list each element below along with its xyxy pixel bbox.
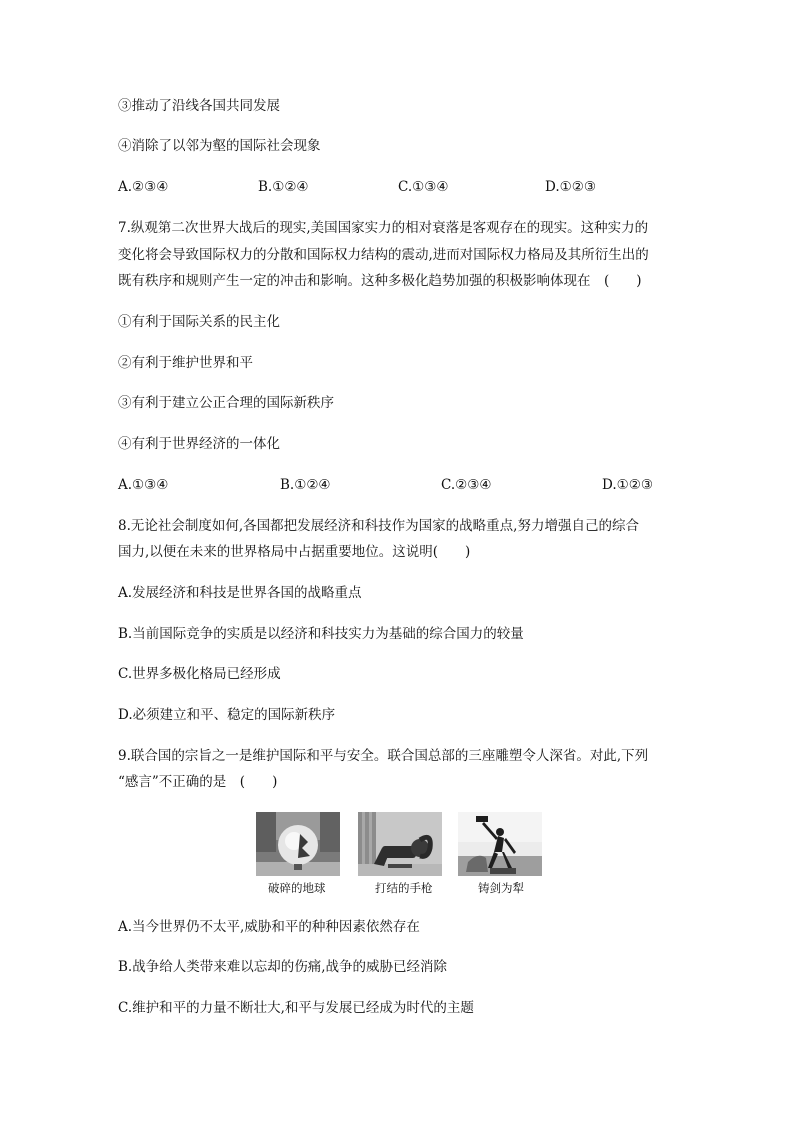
q9-option-a[interactable]: A.当今世界仍不太平,威胁和平的种种因素依然存在: [118, 919, 420, 935]
q7-stem-line-2: 变化将会导致国际权力的分散和国际权力结构的震动,进而对国际权力格局及其所衍生出的: [118, 247, 649, 263]
q9-stem-line-1: 9.联合国的宗旨之一是维护国际和平与安全。联合国总部的三座雕塑令人深省。对此,下列: [118, 748, 649, 764]
q7-item-2: ②有利于维护世界和平: [118, 355, 253, 371]
caption-sword-plow: 铸剑为犁: [478, 881, 524, 895]
q7-option-c[interactable]: C.②③④: [441, 477, 492, 493]
sword-plow-photo: [458, 812, 542, 876]
broken-globe-photo: [256, 812, 340, 876]
caption-knotted-gun: 打结的手枪: [375, 881, 433, 895]
q8-option-c[interactable]: C.世界多极化格局已经形成: [118, 666, 281, 682]
knotted-gun-photo: [358, 812, 442, 876]
q8-stem-line-1: 8.无论社会制度如何,各国都把发展经济和科技作为国家的战略重点,努力增强自己的综合: [118, 518, 639, 534]
q7-option-a[interactable]: A.①③④: [118, 477, 169, 493]
q7-item-4: ④有利于世界经济的一体化: [118, 436, 280, 452]
q6-item-3: ③推动了沿线各国共同发展: [118, 98, 280, 114]
q7-option-b[interactable]: B.①②④: [280, 477, 331, 493]
q7-option-d[interactable]: D.①②③: [602, 477, 653, 493]
q9-stem-line-2: “感言”不正确的是 ( ): [118, 774, 278, 790]
q7-stem-line-1: 7.纵观第二次世界大战后的现实,美国国家实力的相对衰落是客观存在的现实。这种实力的: [118, 220, 649, 236]
q7-item-3: ③有利于建立公正合理的国际新秩序: [118, 395, 334, 411]
q7-stem-line-3: 既有秩序和规则产生一定的冲击和影响。这种多极化趋势加强的积极影响体现在 ( ): [118, 273, 642, 289]
q6-option-c[interactable]: C.①③④: [398, 179, 449, 195]
caption-broken-globe: 破碎的地球: [268, 881, 326, 895]
q9-option-b[interactable]: B.战争给人类带来难以忘却的伤痛,战争的威胁已经消除: [118, 959, 448, 975]
q8-option-d[interactable]: D.必须建立和平、稳定的国际新秩序: [118, 707, 336, 723]
q9-option-c[interactable]: C.维护和平的力量不断壮大,和平与发展已经成为时代的主题: [118, 1000, 474, 1016]
figure-broken-globe: [256, 812, 340, 876]
q6-option-d[interactable]: D.①②③: [545, 179, 596, 195]
q6-option-a[interactable]: A.②③④: [118, 179, 169, 195]
figure-sword-plow: [458, 812, 542, 876]
q8-option-b[interactable]: B.当前国际竞争的实质是以经济和科技实力为基础的综合国力的较量: [118, 626, 524, 642]
q6-item-4: ④消除了以邻为壑的国际社会现象: [118, 138, 321, 154]
q7-item-1: ①有利于国际关系的民主化: [118, 314, 280, 330]
q8-option-a[interactable]: A.发展经济和科技是世界各国的战略重点: [118, 585, 362, 601]
q8-stem-line-2: 国力,以便在未来的世界格局中占据重要地位。这说明( ): [118, 544, 471, 560]
q6-option-b[interactable]: B.①②④: [258, 179, 309, 195]
figure-knotted-gun: [358, 812, 442, 876]
